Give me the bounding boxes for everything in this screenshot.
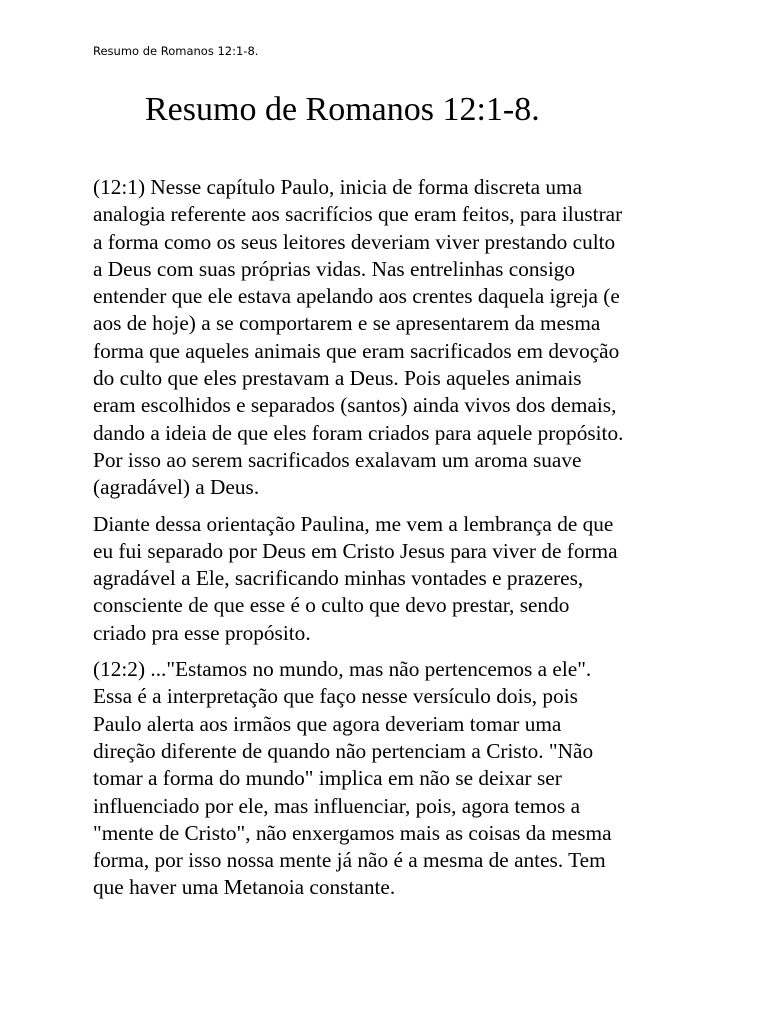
- paragraph-1: [93, 174, 693, 502]
- paragraph-line: agradável a Ele, sacrificando minhas vontades e prazeres,: [93, 566, 584, 591]
- paragraph-line: aos de hoje) a se comportarem e se apresentarem da mesma: [93, 311, 601, 336]
- document-body: [93, 174, 693, 911]
- paragraph-line: eram escolhidos e separados (santos) ainda vivos dos demais,: [93, 393, 617, 418]
- paragraph-line: consciente de que esse é o culto que devo prestar, sendo: [93, 593, 570, 618]
- paragraph-line: influenciado por ele, mas influenciar, pois, agora temos a: [93, 793, 581, 818]
- paragraph-line: dando a ideia de que eles foram criados para aquele propósito.: [93, 420, 624, 445]
- paragraph-2: [93, 511, 693, 647]
- paragraph-line: entender que ele estava apelando aos crentes daquela igreja (e: [93, 284, 620, 309]
- running-header: Resumo de Romanos 12:1-8.: [93, 44, 259, 58]
- paragraph-line: forma que aqueles animais que eram sacrificados em devoção: [93, 338, 620, 363]
- paragraph-line: tomar a forma do mundo" implica em não se deixar ser: [93, 766, 562, 791]
- paragraph-line: forma, por isso nossa mente já não é a mesma de antes. Tem: [93, 848, 606, 873]
- document-title: Resumo de Romanos 12:1-8.: [145, 91, 540, 128]
- paragraph-line: do culto que eles prestavam a Deus. Pois aqueles animais: [93, 366, 582, 391]
- paragraph-line: Essa é a interpretação que faço nesse versículo dois, pois: [93, 684, 578, 709]
- paragraph-line: "mente de Cristo", não enxergamos mais as coisas da mesma: [93, 820, 612, 845]
- paragraph-line: a Deus com suas próprias vidas. Nas entrelinhas consigo: [93, 256, 576, 281]
- paragraph-line: analogia referente aos sacrifícios que eram feitos, para ilustrar: [93, 202, 623, 227]
- paragraph-line: Diante dessa orientação Paulina, me vem a lembrança de que: [93, 511, 614, 536]
- paragraph-line: criado pra esse propósito.: [93, 620, 311, 645]
- paragraph-line: (agradável) a Deus.: [93, 475, 260, 500]
- paragraph-line: Paulo alerta aos irmãos que agora deveriam tomar uma: [93, 711, 562, 736]
- paragraph-line: Por isso ao serem sacrificados exalavam um aroma suave: [93, 447, 582, 472]
- paragraph-3: [93, 656, 693, 902]
- paragraph-line: eu fui separado por Deus em Cristo Jesus para viver de forma: [93, 538, 618, 563]
- paragraph-line: (12:1) Nesse capítulo Paulo, inicia de forma discreta uma: [93, 175, 583, 199]
- paragraph-line: (12:2) ..."Estamos no mundo, mas não pertencemos a ele".: [93, 657, 592, 682]
- paragraph-line: direção diferente de quando não pertenciam a Cristo. "Não: [93, 738, 594, 763]
- paragraph-line: a forma como os seus leitores deveriam viver prestando culto: [93, 229, 616, 254]
- paragraph-line: que haver uma Metanoia constante.: [93, 875, 396, 900]
